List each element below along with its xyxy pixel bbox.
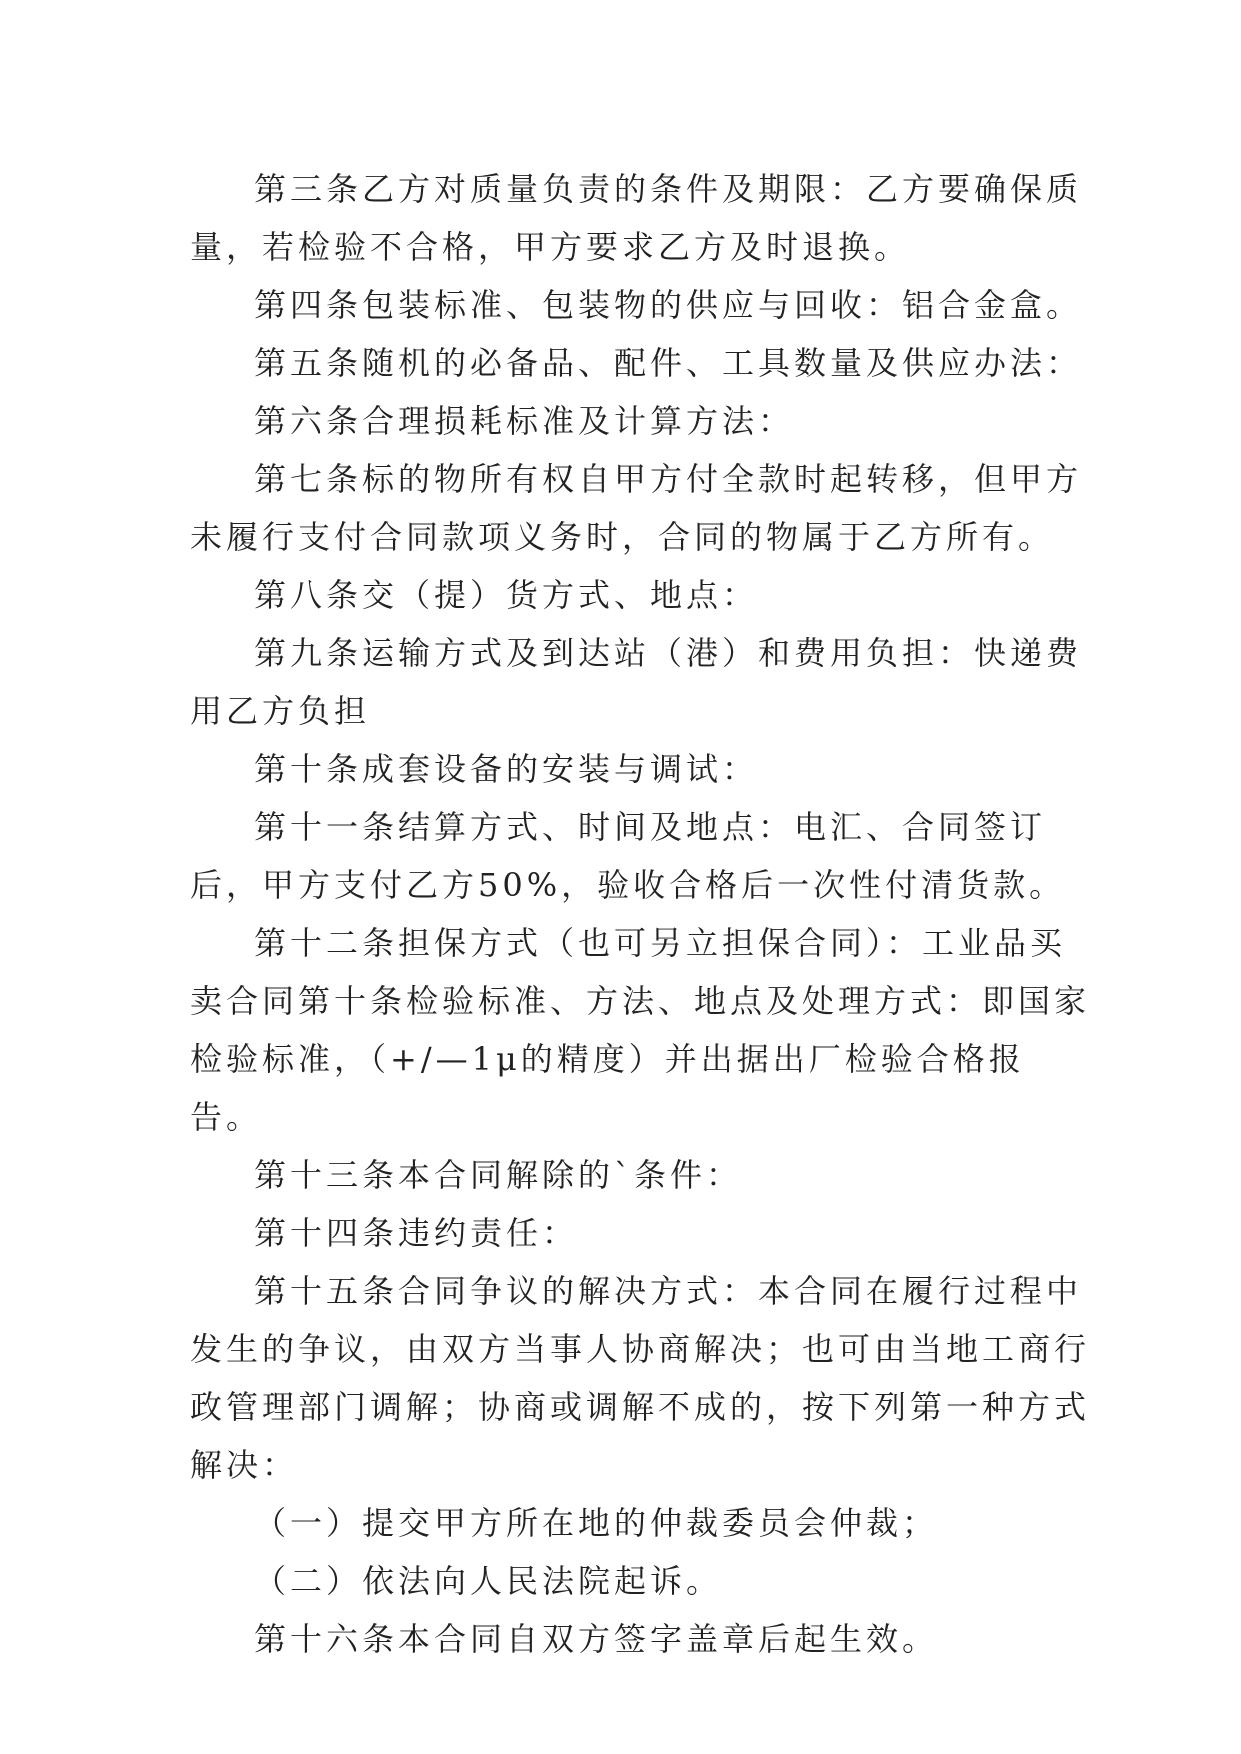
clause-13: 第十三条本合同解除的`条件： — [254, 1156, 743, 1194]
clause-3: 第三条乙方对质量负责的条件及期限：乙方要确保质量，若检验不合格，甲方要求乙方及时退换。 — [190, 170, 1083, 266]
clause-16: 第十六条本合同自双方签字盖章后起生效。 — [254, 1620, 939, 1658]
clause-14: 第十四条违约责任： — [254, 1214, 579, 1252]
document-body — [190, 160, 1090, 1668]
clause-7: 第七条标的物所有权自甲方付全款时起转移，但甲方未履行支付合同款项义务时，合同的物属于乙方所有。 — [190, 460, 1083, 556]
clause-10: 第十条成套设备的安装与调试： — [254, 750, 759, 788]
clause-6: 第六条合理损耗标准及计算方法： — [254, 402, 795, 440]
dispute-option-2: （二）依法向人民法院起诉。 — [254, 1562, 723, 1600]
clause-12: 第十二条担保方式（也可另立担保合同）：工业品买卖合同第十条检验标准、方法、地点及处理方式：即国家检验标准，（+/—1μ的精度）并出据出厂检验合格报告。 — [190, 924, 1091, 1136]
dispute-option-1: （一）提交甲方所在地的仲裁委员会仲裁； — [254, 1504, 939, 1542]
clause-9: 第九条运输方式及到达站（港）和费用负担：快递费用乙方负担 — [190, 634, 1083, 730]
clause-11: 第十一条结算方式、时间及地点：电汇、合同签订后，甲方支付乙方50%，验收合格后一次性付清货款。 — [190, 808, 1066, 904]
clause-8: 第八条交（提）货方式、地点： — [254, 576, 759, 614]
clause-15: 第十五条合同争议的解决方式：本合同在履行过程中发生的争议，由双方当事人协商解决；也可由当地工商行政管理部门调解；协商或调解不成的，按下列第一种方式解决： — [190, 1272, 1091, 1484]
clause-5: 第五条随机的必备品、配件、工具数量及供应办法： — [254, 344, 1083, 382]
clause-4: 第四条包装标准、包装物的供应与回收：铝合金盒。 — [254, 286, 1083, 324]
